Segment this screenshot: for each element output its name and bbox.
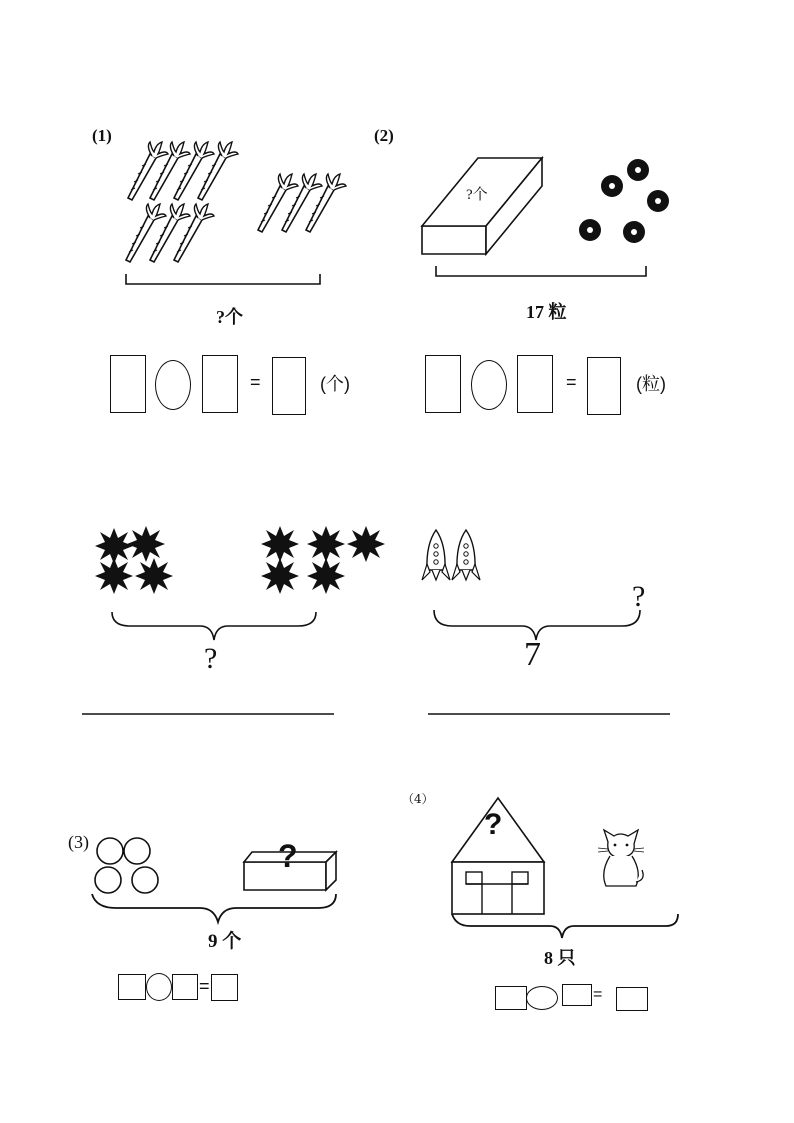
problem-2-total-label: 17 粒 (526, 302, 567, 322)
roof-question-mark: ? (484, 808, 503, 841)
unit-label: (个) (320, 374, 350, 394)
box-label: ?个 (466, 187, 488, 203)
problem-4-total-label: 8 只 (544, 948, 576, 968)
answer-box[interactable] (562, 984, 592, 1006)
equals-sign: = (199, 976, 210, 996)
problem-1-number: (1) (92, 126, 112, 145)
problem-4-number: （4） (402, 792, 434, 806)
equals-sign: = (593, 986, 603, 1003)
equals-sign: = (566, 372, 577, 392)
rockets-missing-question: ? (632, 580, 646, 613)
unit-label: (粒) (636, 374, 666, 394)
box-question-mark: ? (278, 838, 298, 874)
answer-box[interactable] (495, 986, 527, 1010)
problem-3-total-label: 9 个 (208, 931, 242, 952)
rockets-total-label: 7 (524, 636, 541, 673)
problem-3-number: (3) (68, 832, 89, 852)
problem-2-number: (2) (374, 126, 394, 145)
operator-oval[interactable] (526, 986, 558, 1010)
equals-sign: = (250, 372, 261, 392)
problem-1-total-label: ?个 (216, 307, 243, 327)
answer-box[interactable] (616, 987, 648, 1011)
stars-total-question: ? (204, 642, 218, 675)
